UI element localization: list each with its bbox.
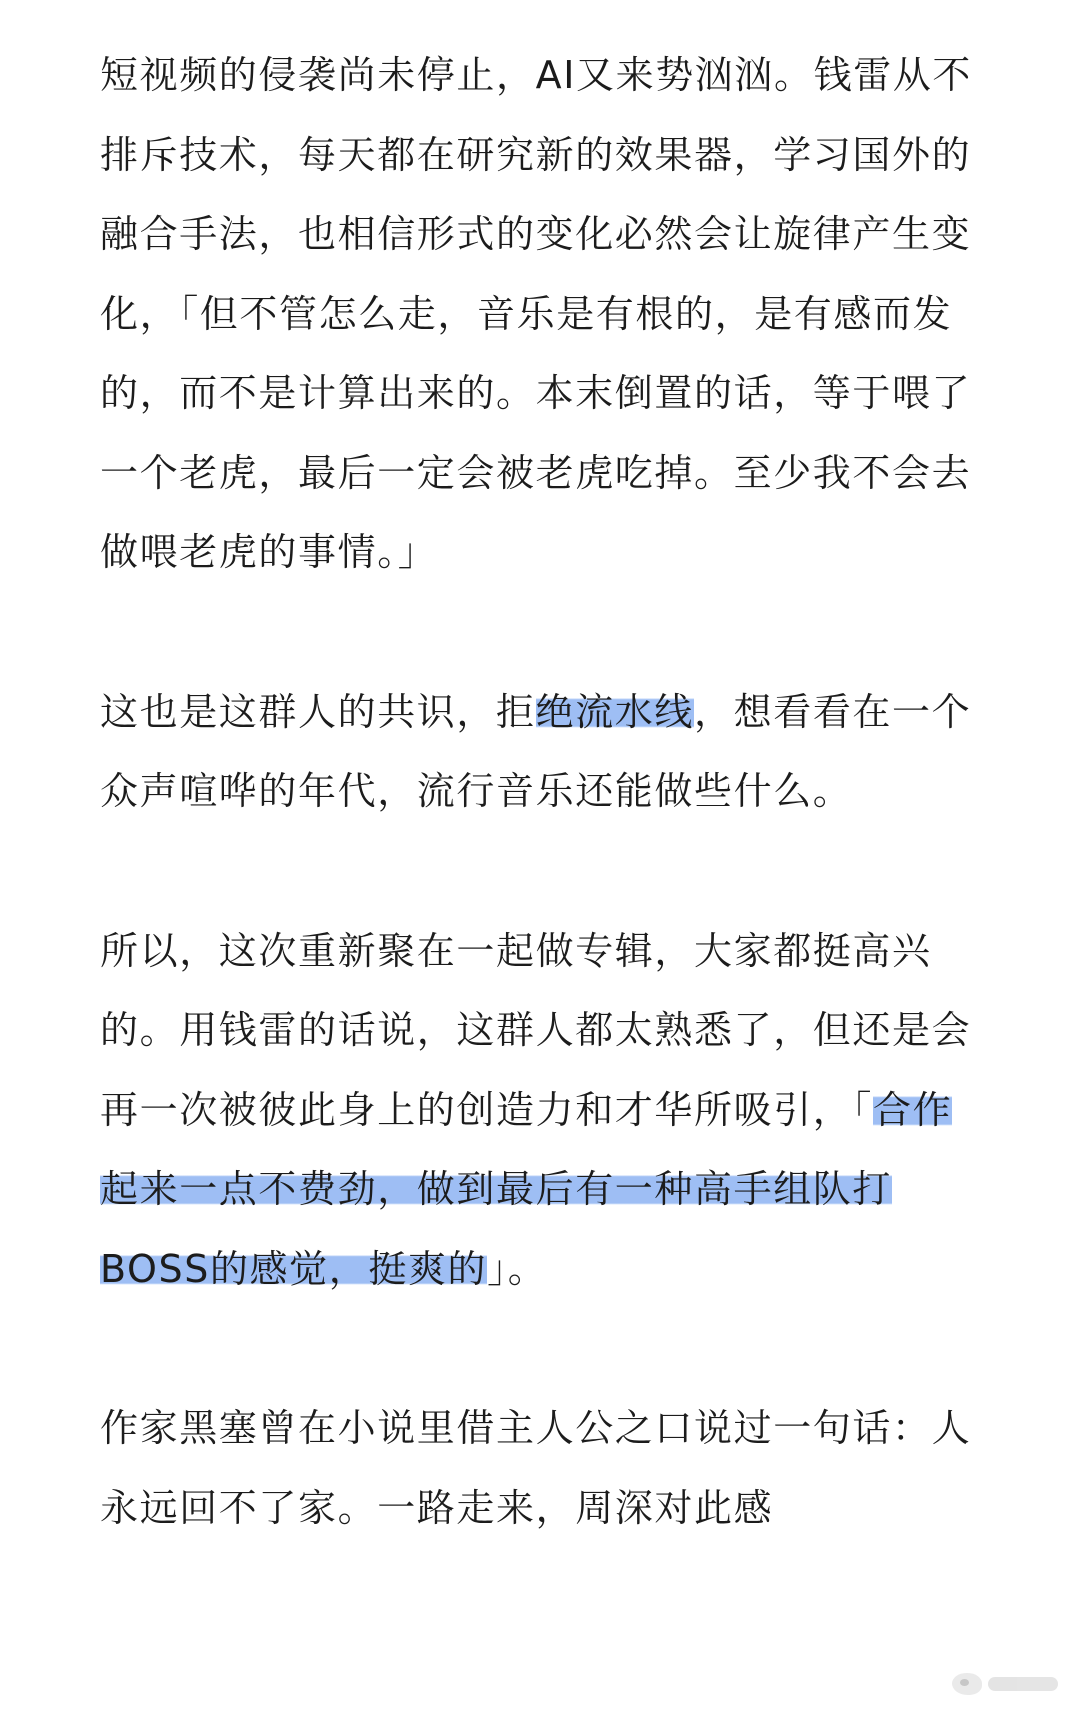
bottom-fade-overlay: [0, 1647, 1080, 1717]
watermark: [952, 1673, 1058, 1695]
highlighted-quote: 合作起来一点不费劲，做到最后有一种高手组队打BOSS的感觉，挺爽的: [100, 1087, 953, 1291]
weibo-logo-icon: [952, 1673, 982, 1695]
paragraph-technology: [100, 36, 980, 593]
paragraph-hesse: [100, 1389, 980, 1548]
paragraph-text: 所以，这次重新聚在一起做专辑，大家都挺高兴的。用钱雷的话说，这群人都太熟悉了，但还是会再一次被彼此身上的创造力和才华所吸引，「: [100, 928, 972, 1132]
article-body: [100, 36, 980, 1548]
watermark-handle-blur: [988, 1677, 1058, 1691]
paragraph-album: [100, 912, 980, 1310]
highlighted-text: 绝流水线: [535, 689, 695, 734]
paragraph-consensus: [100, 673, 980, 832]
paragraph-text: ，想看看在一个众声喧哗的年代，流行音乐还能做些什么。: [100, 689, 972, 813]
paragraph-text: 作家黑塞曾在小说里借主人公之口说过一句话：人永远回不了家。一路走来，周深对此感: [100, 1406, 972, 1530]
paragraph-text: 这也是这群人的共识，拒: [100, 689, 536, 734]
paragraph-text: 短视频的侵袭尚未停止，AI又来势汹汹。钱雷从不排斥技术，每天都在研究新的效果器，学习国外的融合手法，也相信形式的变化必然会让旋律产生变化，「但不管怎么走，音乐是有根的，是有感而发的，而不是计算出来的。本末倒置的话，等于喂了一个老虎，最后一定会被老虎吃掉。至少我不会去做喂老虎的事情。」: [100, 53, 973, 574]
paragraph-text: 」。: [487, 1246, 548, 1291]
